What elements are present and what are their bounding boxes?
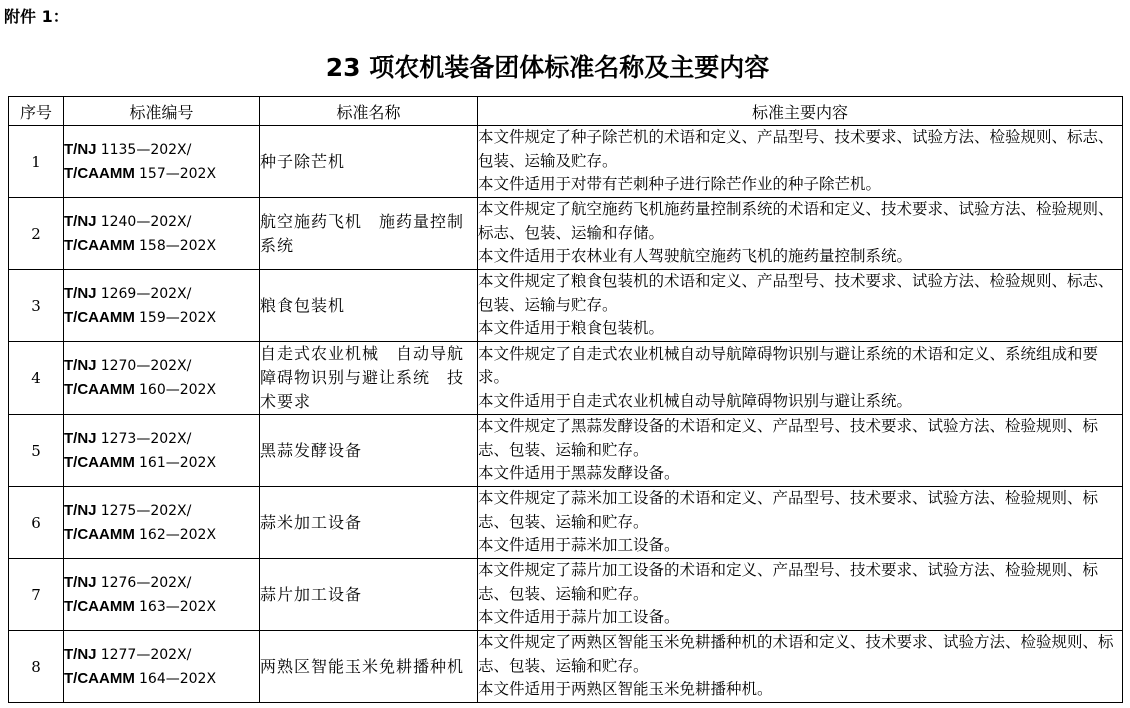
code-prefix: T/CAAMM xyxy=(64,525,135,543)
row-code xyxy=(64,559,260,631)
code-prefix: T/NJ xyxy=(64,357,97,374)
row-content xyxy=(478,559,1123,631)
row-content xyxy=(478,198,1123,270)
code-number: 1276—202X/ xyxy=(100,574,192,591)
code-prefix: T/CAAMM xyxy=(64,597,135,615)
row-name: 种子除芒机 xyxy=(260,126,478,198)
attachment-label: 附件 1： xyxy=(4,7,69,26)
content-scope: 本文件规定了种子除芒机的术语和定义、产品型号、技术要求、试验方法、检验规则、标志、包装、运输及贮存。 xyxy=(478,128,1114,170)
row-content xyxy=(478,631,1123,703)
row-name: 航空施药飞机 施药量控制系统 xyxy=(260,198,478,270)
code-prefix: T/NJ xyxy=(64,645,97,663)
row-name: 黑蒜发酵设备 xyxy=(260,415,478,487)
row-seq: 1 xyxy=(9,126,64,198)
row-content xyxy=(478,126,1123,198)
code-number: 158—202X xyxy=(139,237,217,254)
row-code xyxy=(64,342,260,415)
header-content: 标准主要内容 xyxy=(478,97,1123,126)
table-row xyxy=(9,198,1123,270)
content-applicability: 本文件适用于农林业有人驾驶航空施药飞机的施药量控制系统。 xyxy=(478,247,913,266)
row-seq: 8 xyxy=(9,631,64,703)
code-number: 162—202X xyxy=(139,526,217,543)
row-name: 两熟区智能玉米免耕播种机 xyxy=(260,631,478,703)
content-scope: 本文件规定了黑蒜发酵设备的术语和定义、产品型号、技术要求、试验方法、检验规则、标志、包装、运输和贮存。 xyxy=(478,417,1099,459)
document-title: 23 项农机装备团体标准名称及主要内容 xyxy=(325,53,770,82)
code-number: 159—202X xyxy=(139,309,217,326)
row-name: 蒜片加工设备 xyxy=(260,559,478,631)
table-row xyxy=(9,559,1123,631)
code-prefix: T/NJ xyxy=(64,573,97,591)
row-seq: 5 xyxy=(9,415,64,487)
row-content xyxy=(478,342,1123,415)
code-prefix: T/CAAMM xyxy=(64,236,135,254)
code-number: 163—202X xyxy=(139,598,217,615)
row-seq: 4 xyxy=(9,342,64,415)
row-code xyxy=(64,415,260,487)
code-number: 164—202X xyxy=(139,670,217,687)
row-seq: 3 xyxy=(9,270,64,342)
table-row xyxy=(9,631,1123,703)
code-prefix: T/NJ xyxy=(64,284,97,302)
table-row xyxy=(9,126,1123,198)
code-prefix: T/CAAMM xyxy=(64,381,135,398)
row-name: 蒜米加工设备 xyxy=(260,487,478,559)
code-prefix: T/CAAMM xyxy=(64,308,135,326)
code-number: 1277—202X/ xyxy=(100,646,192,663)
table-row xyxy=(9,270,1123,342)
header-code: 标准编号 xyxy=(64,97,260,126)
content-scope: 本文件规定了自走式农业机械自动导航障碍物识别与避让系统的术语和定义、系统组成和要求。 xyxy=(478,344,1099,387)
row-content xyxy=(478,487,1123,559)
header-name: 标准名称 xyxy=(260,97,478,126)
content-applicability: 本文件适用于两熟区智能玉米免耕播种机。 xyxy=(478,680,773,699)
content-scope: 本文件规定了航空施药飞机施药量控制系统的术语和定义、技术要求、试验方法、检验规则、标志、包装、运输和存储。 xyxy=(478,200,1114,242)
content-scope: 本文件规定了两熟区智能玉米免耕播种机的术语和定义、技术要求、试验方法、检验规则、标志、包装、运输和贮存。 xyxy=(478,633,1114,675)
content-applicability: 本文件适用于蒜片加工设备。 xyxy=(478,608,680,627)
content-applicability: 本文件适用于粮食包装机。 xyxy=(478,319,665,338)
table-header-row xyxy=(9,97,1123,126)
code-number: 1275—202X/ xyxy=(100,502,192,519)
code-prefix: T/CAAMM xyxy=(64,669,135,687)
row-seq: 2 xyxy=(9,198,64,270)
content-applicability: 本文件适用于对带有芒刺种子进行除芒作业的种子除芒机。 xyxy=(478,175,882,194)
row-code xyxy=(64,631,260,703)
table-row xyxy=(9,487,1123,559)
row-code xyxy=(64,270,260,342)
row-content xyxy=(478,270,1123,342)
code-prefix: T/NJ xyxy=(64,429,97,447)
code-number: 1270—202X/ xyxy=(100,358,192,374)
content-scope: 本文件规定了蒜片加工设备的术语和定义、产品型号、技术要求、试验方法、检验规则、标志、包装、运输和贮存。 xyxy=(478,561,1099,603)
row-content xyxy=(478,415,1123,487)
code-prefix: T/CAAMM xyxy=(64,164,135,182)
code-number: 161—202X xyxy=(139,454,217,471)
row-name: 自走式农业机械 自动导航障碍物识别与避让系统 技术要求 xyxy=(260,342,478,415)
code-prefix: T/NJ xyxy=(64,212,97,230)
row-code xyxy=(64,198,260,270)
row-seq: 6 xyxy=(9,487,64,559)
code-number: 157—202X xyxy=(139,165,217,182)
code-number: 1135—202X/ xyxy=(100,141,192,158)
table-row xyxy=(9,415,1123,487)
content-scope: 本文件规定了粮食包装机的术语和定义、产品型号、技术要求、试验方法、检验规则、标志、包装、运输与贮存。 xyxy=(478,272,1114,314)
standards-table xyxy=(8,96,1123,703)
content-scope: 本文件规定了蒜米加工设备的术语和定义、产品型号、技术要求、试验方法、检验规则、标志、包装、运输和贮存。 xyxy=(478,489,1099,531)
header-seq: 序号 xyxy=(9,97,64,126)
content-applicability: 本文件适用于蒜米加工设备。 xyxy=(478,536,680,555)
content-applicability: 本文件适用于黑蒜发酵设备。 xyxy=(478,464,680,483)
code-prefix: T/NJ xyxy=(64,501,97,519)
code-prefix: T/NJ xyxy=(64,140,97,158)
code-prefix: T/CAAMM xyxy=(64,453,135,471)
code-number: 160—202X xyxy=(139,382,217,398)
code-number: 1273—202X/ xyxy=(100,430,192,447)
code-number: 1240—202X/ xyxy=(100,213,192,230)
row-seq: 7 xyxy=(9,559,64,631)
row-name: 粮食包装机 xyxy=(260,270,478,342)
row-code xyxy=(64,487,260,559)
table-row xyxy=(9,342,1123,415)
code-number: 1269—202X/ xyxy=(100,285,192,302)
row-code xyxy=(64,126,260,198)
content-applicability: 本文件适用于自走式农业机械自动导航障碍物识别与避让系统。 xyxy=(478,391,913,410)
